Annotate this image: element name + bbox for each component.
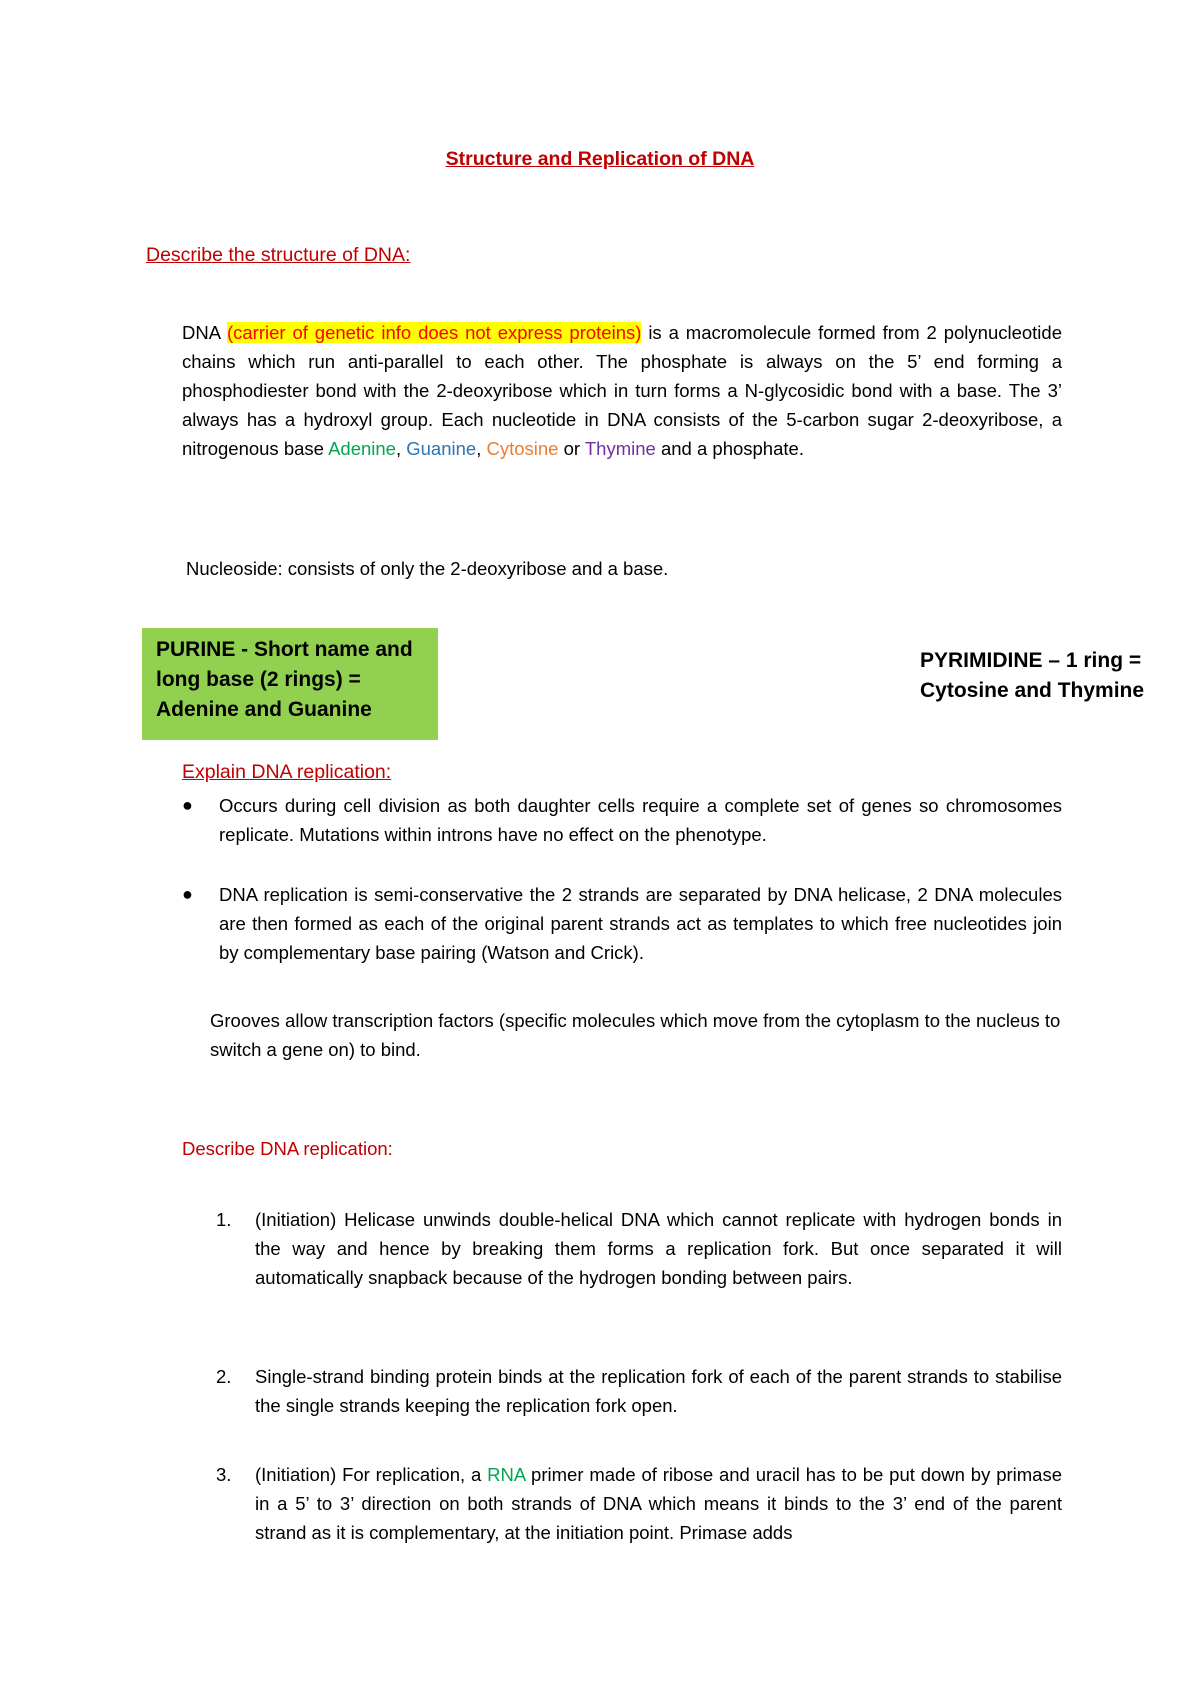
bullet-dot-icon: ● (182, 795, 193, 815)
bullet-item (182, 791, 1062, 849)
structure-heading: Describe the structure of DNA: (146, 244, 411, 266)
bullet-text: DNA replication is semi-conservative the 2 strands are separated by DNA helicase, 2 DNA molecules are then formed as each of the original parent strands act as templates to which free nucleotides join by complementary base pairing (Watson and Crick). (219, 884, 1062, 963)
bullet-dot-icon: ● (182, 884, 193, 904)
numbered-step (216, 1205, 1062, 1292)
purine-text: PURINE - Short name and long base (2 rings) = Adenine and Guanine (156, 638, 413, 721)
step-text-end: primer made of ribose and uracil has to be put down by primase in a 5’ to 3’ direction on both strands of DNA which means it binds to the 3’ end of the parent strand as it is complementary, at the initiation point. Primase adds (255, 1464, 1062, 1543)
step-text (255, 1460, 1062, 1547)
base-thymine: Thymine (584, 438, 656, 459)
separator: , (476, 438, 487, 459)
para-mid: is a macromolecule formed from 2 polynucleotide chains which run anti-parallel to each other. The phosphate is always on the 5’ end forming a phosphodiester bond with the 2-deoxyribose which in turn forms a N-glycosidic bond with a base. The 3’ always has a hydroxyl group. Each nucleotide in DNA consists of the 5-carbon sugar 2-deoxyribose, a nitrogenous base (182, 322, 1062, 459)
base-cytosine: Cytosine (486, 438, 559, 459)
rna-term: RNA (487, 1464, 526, 1485)
numbered-step (216, 1460, 1062, 1547)
document-title: Structure and Replication of DNA (445, 148, 755, 170)
para-end: and a phosphate. (655, 438, 804, 459)
purine-box (142, 628, 438, 740)
base-adenine: Adenine (328, 438, 396, 459)
separator: or (558, 438, 585, 459)
step-number: 1. (216, 1209, 232, 1230)
step-text: Single-strand binding protein binds at the replication fork of each of the parent strands to stabilise the single strands keeping the replication fork open. (255, 1366, 1062, 1416)
base-guanine: Guanine (406, 438, 477, 459)
separator: , (395, 438, 407, 459)
nucleoside-definition: Nucleoside: consists of only the 2-deoxyribose and a base. (186, 558, 669, 579)
pyrimidine-text: PYRIMIDINE – 1 ring = Cytosine and Thymine (920, 649, 1145, 702)
grooves-note: Grooves allow transcription factors (specific molecules which move from the cytoplasm to the nucleus to switch a gene on) to bind. (210, 1010, 1061, 1060)
structure-paragraph (182, 318, 1062, 463)
describe-heading: Describe DNA replication: (182, 1138, 393, 1159)
bullet-text: Occurs during cell division as both daughter cells require a complete set of genes so chromosomes replicate. Mutations within introns have no effect on the phenotype. (219, 795, 1062, 845)
para-start: DNA (182, 322, 227, 343)
step-text-start: (Initiation) For replication, a (255, 1464, 488, 1485)
step-number: 2. (216, 1366, 232, 1387)
highlighted-note: (carrier of genetic info does not express proteins) (226, 322, 642, 343)
bullet-item (182, 880, 1062, 967)
numbered-step (216, 1362, 1062, 1420)
step-number: 3. (216, 1464, 232, 1485)
explain-heading: Explain DNA replication: (182, 761, 392, 783)
step-text: (Initiation) Helicase unwinds double-helical DNA which cannot replicate with hydrogen bonds in the way and hence by breaking them forms a replication fork. But once separated it will automatically snapback because of the hydrogen bonding between pairs. (255, 1209, 1062, 1288)
